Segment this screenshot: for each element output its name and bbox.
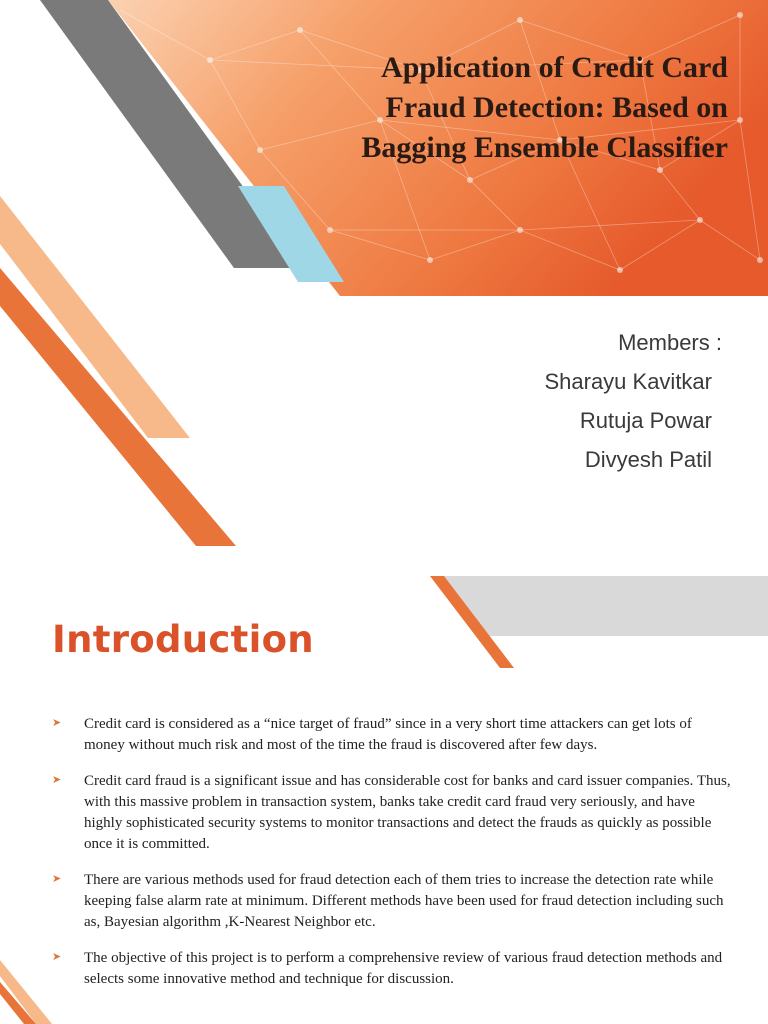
bullet-item [52,771,732,855]
arrow-bullet-icon: ➤ [52,773,62,786]
arrow-bullet-icon: ➤ [52,872,62,885]
bullet-text: Credit card is considered as a “nice target of fraud” since in a very short time attackers can get lots of money without much risk and most of the time the fraud is discovered after few days. [84,716,692,753]
title-line-2: Fraud Detection: Based on [385,91,728,124]
members-label: Members : [618,330,722,355]
presentation-title [258,48,728,168]
bullet-text: The objective of this project is to perform a comprehensive review of various fraud detection methods and selects some innovative method and technique for discussion. [84,950,723,987]
bullet-text: Credit card fraud is a significant issue and has considerable cost for banks and card issuer companies. Thus, with this massive problem in transaction system, banks take credit card fraud very seriously, and have highly sophisticated security systems to monitor transactions and detect the frauds as quickly as possible once it is committed. [84,773,731,852]
bullet-item [52,948,732,990]
member-name-2: Rutuja Powar [579,408,712,433]
gray-band [442,576,768,636]
bullet-text: There are various methods used for fraud detection each of them tries to increase the detection rate while keeping false alarm rate at minimum. Different methods have been used for fraud detection including such as, Bayesian algorithm ,K-Nearest Neighbor etc. [84,872,724,930]
arrow-bullet-icon: ➤ [52,950,62,963]
section-heading: Introduction [52,618,314,661]
bullet-item [52,714,732,756]
bullet-item [52,870,732,933]
members-list [544,328,722,475]
title-line-1: Application of Credit Card [381,51,728,84]
title-line-3: Bagging Ensemble Classifier [361,131,728,164]
member-name-3: Divyesh Patil [584,447,712,472]
member-name-1: Sharayu Kavitkar [544,369,712,394]
introduction-slide [0,576,768,1024]
orange-stripe [0,268,236,546]
arrow-bullet-icon: ➤ [52,716,62,729]
bullet-list [52,714,732,1005]
